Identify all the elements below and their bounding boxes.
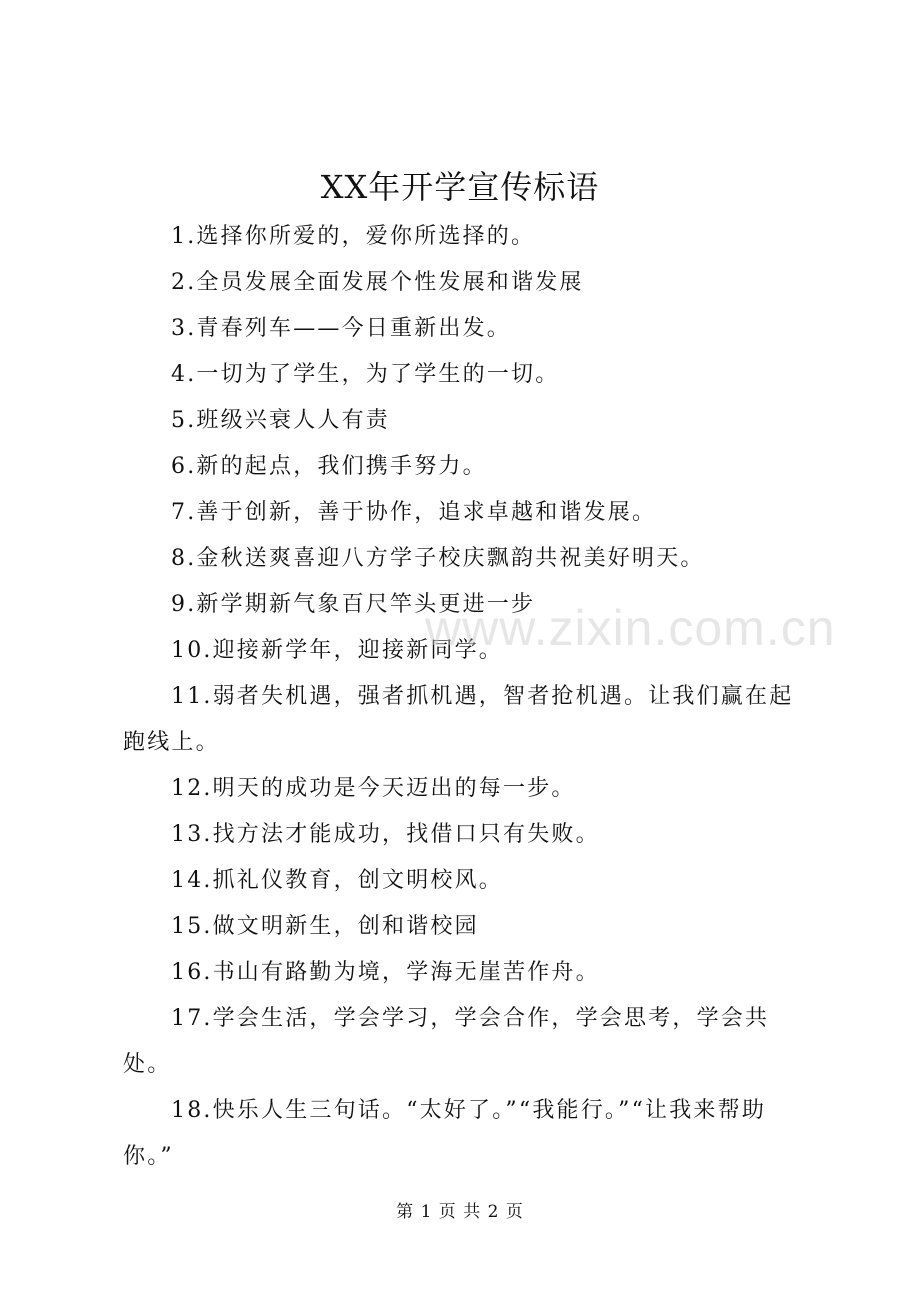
slogan-item: 15.做文明新生，创和谐校园 bbox=[171, 914, 479, 939]
slogan-item: 12.明天的成功是今天迈出的每一步。 bbox=[171, 776, 576, 801]
slogan-item: 16.书山有路勤为境，学海无崖苦作舟。 bbox=[171, 960, 600, 985]
slogan-item: 11.弱者失机遇，强者抓机遇，智者抢机遇。让我们赢在起跑线上。 bbox=[123, 684, 794, 755]
slogan-item: 5.班级兴衰人人有责 bbox=[171, 408, 390, 433]
slogan-item: 7.善于创新，善于协作，追求卓越和谐发展。 bbox=[171, 500, 657, 525]
slogan-item: 6.新的起点，我们携手努力。 bbox=[171, 454, 487, 479]
slogan-item: 10.迎接新学年，迎接新同学。 bbox=[171, 638, 503, 663]
slogan-list bbox=[123, 214, 813, 1180]
slogan-item: 3.青春列车——今日重新出发。 bbox=[171, 316, 511, 341]
watermark: www.zixin.com.cn bbox=[425, 600, 836, 656]
slogan-item: 4.一切为了学生，为了学生的一切。 bbox=[171, 362, 560, 387]
slogan-item: 8.金秋送爽喜迎八方学子校庆飘韵共祝美好明天。 bbox=[171, 546, 705, 571]
slogan-item: 13.找方法才能成功，找借口只有失败。 bbox=[171, 822, 600, 847]
slogan-item: 14.抓礼仪教育，创文明校风。 bbox=[171, 868, 503, 893]
slogan-item: 9.新学期新气象百尺竿头更进一步 bbox=[171, 592, 536, 617]
document-title: XX年开学宣传标语 bbox=[320, 168, 600, 206]
slogan-item: 18.快乐人生三句话。“太好了。”“我能行。”“让我来帮助你。” bbox=[123, 1098, 767, 1169]
slogan-item: 1.选择你所爱的，爱你所选择的。 bbox=[171, 224, 536, 249]
slogan-item: 17.学会生活，学会学习，学会合作，学会思考，学会共处。 bbox=[123, 1006, 770, 1077]
page-footer: 第 1 页 共 2 页 bbox=[396, 1202, 524, 1222]
slogan-item: 2.全员发展全面发展个性发展和谐发展 bbox=[171, 270, 584, 295]
